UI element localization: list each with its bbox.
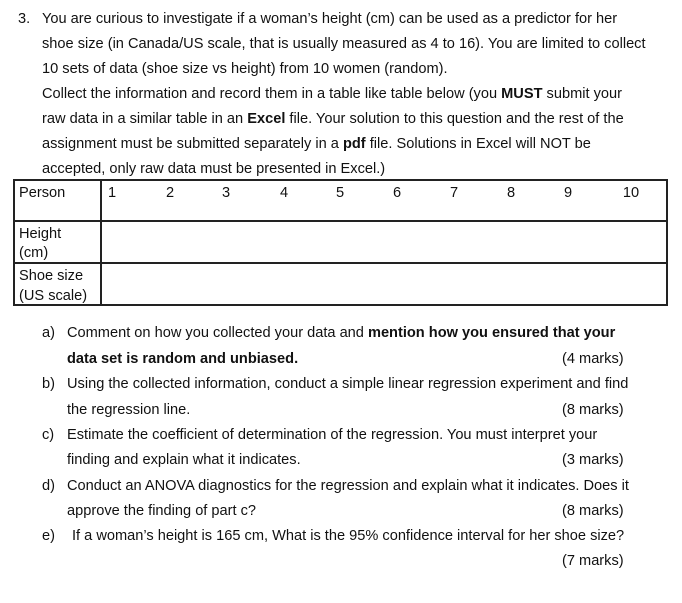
- part-d-line-1: Conduct an ANOVA diagnostics for the regression and explain what it indicates. Does it: [67, 478, 629, 494]
- person-column-5: 5: [335, 185, 345, 201]
- part-c-label: c): [42, 427, 55, 443]
- part-a-label: a): [42, 325, 55, 341]
- part-b-marks: (8 marks): [562, 402, 624, 418]
- part-d-marks: (8 marks): [562, 503, 624, 519]
- part-a-bold-2: data set is random and unbiased.: [67, 351, 299, 367]
- collect-line-3-tail: file. Solutions in Excel will NOT be: [365, 136, 591, 152]
- part-d-line-2: approve the finding of part c?: [67, 503, 257, 519]
- collect-line-1: [42, 86, 622, 102]
- collect-line-2-bold: Excel: [247, 111, 286, 127]
- row-label-shoe-unit: (US scale): [19, 288, 88, 304]
- part-b-line-1: Using the collected information, conduct a simple linear regression experiment and find: [67, 376, 629, 392]
- question-line-3: 10 sets of data (shoe size vs height) from 10 women (random).: [42, 61, 448, 77]
- collect-line-3-text: assignment must be submitted separately in a: [42, 136, 343, 152]
- row-label-height: Height: [19, 226, 62, 242]
- collect-line-4: accepted, only raw data must be presented in Excel.): [42, 161, 386, 177]
- part-a-text: Comment on how you collected your data and: [67, 325, 368, 341]
- person-column-3: 3: [221, 185, 231, 201]
- part-d-label: d): [42, 478, 55, 494]
- person-column-1: 1: [107, 185, 117, 201]
- person-column-10: 10: [622, 185, 640, 201]
- row-label-person: Person: [19, 185, 66, 201]
- collect-line-2-text: raw data in a similar table in an: [42, 111, 248, 127]
- collect-line-1-tail: submit your: [542, 86, 622, 102]
- row-label-height-unit: (cm): [19, 245, 49, 261]
- part-e-label: e): [42, 528, 55, 544]
- part-c-line-1: Estimate the coefficient of determination of the regression. You must interpret your: [67, 427, 598, 443]
- part-e-marks: (7 marks): [562, 553, 624, 569]
- person-column-2: 2: [165, 185, 175, 201]
- collect-line-2: [42, 111, 624, 127]
- person-column-9: 9: [563, 185, 573, 201]
- collect-line-3: [42, 136, 591, 152]
- data-table: [13, 179, 668, 306]
- part-a-line-1: [67, 325, 615, 341]
- part-c-line-2: finding and explain what it indicates.: [67, 452, 301, 468]
- collect-line-1-bold: MUST: [501, 86, 543, 102]
- collect-line-2-tail: file. Your solution to this question and the rest of the: [285, 111, 624, 127]
- part-a-line-2: [67, 351, 298, 367]
- part-a-marks: (4 marks): [562, 351, 624, 367]
- table-row-divider: [15, 262, 666, 264]
- part-b-line-2: the regression line.: [67, 402, 191, 418]
- collect-line-1-text: Collect the information and record them in a table like table below (you: [42, 86, 502, 102]
- row-label-shoe-size: Shoe size: [19, 268, 84, 284]
- question-line-1: You are curious to investigate if a woman’s height (cm) can be used as a predictor for her: [42, 11, 618, 27]
- part-a-bold-1: mention how you ensured that your: [367, 325, 616, 341]
- person-column-7: 7: [449, 185, 459, 201]
- person-column-8: 8: [506, 185, 516, 201]
- person-column-6: 6: [392, 185, 402, 201]
- question-line-2: shoe size (in Canada/US scale, that is usually measured as 4 to 16). You are limited to collect: [42, 36, 646, 52]
- question-number: 3.: [18, 11, 31, 27]
- collect-line-3-bold: pdf: [342, 136, 366, 152]
- table-row-divider: [15, 220, 666, 222]
- part-b-label: b): [42, 376, 55, 392]
- part-e-line-1: If a woman’s height is 165 cm, What is the 95% confidence interval for her shoe size?: [72, 528, 625, 544]
- part-c-marks: (3 marks): [562, 452, 624, 468]
- person-column-4: 4: [279, 185, 289, 201]
